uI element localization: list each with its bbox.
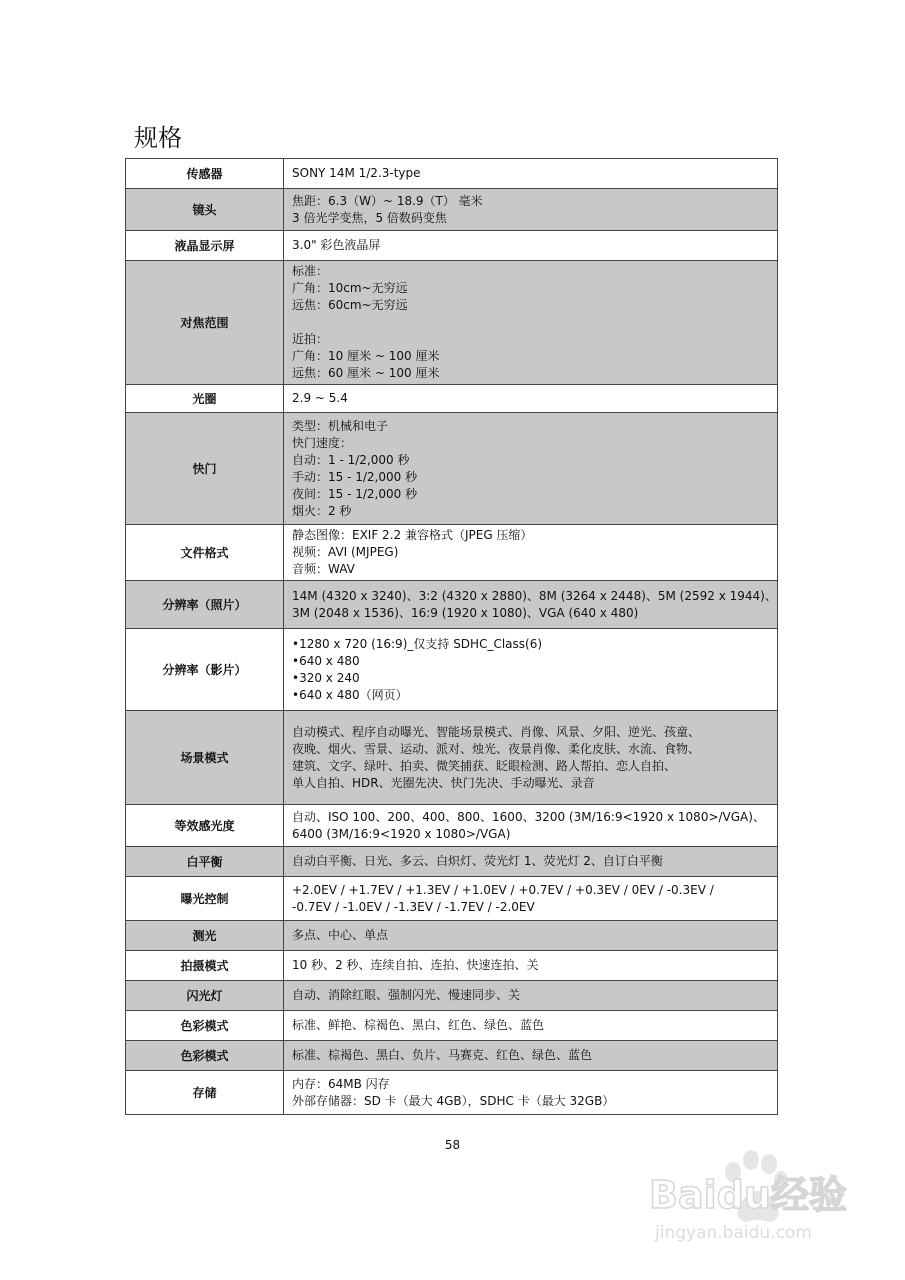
spec-value (284, 805, 778, 847)
spec-label: 传感器 (126, 159, 284, 189)
spec-value-line: 夜间：15 - 1/2,000 秒 (292, 486, 418, 501)
spec-label: 分辨率（照片） (126, 581, 284, 629)
spec-table (125, 158, 778, 1115)
spec-value-line: 自动模式、程序自动曝光、智能场景模式、肖像、风景、夕阳、逆光、孩童、 (292, 724, 701, 739)
spec-value-line: 标准、鲜艳、棕褐色、黑白、红色、绿色、蓝色 (292, 1018, 545, 1032)
spec-row (126, 805, 778, 847)
spec-value-line: SONY 14M 1/2.3-type (292, 166, 421, 180)
spec-value-line: 自动白平衡、日光、多云、白炽灯、荧光灯 1、荧光灯 2、自订白平衡 (292, 854, 663, 868)
spec-label: 白平衡 (126, 847, 284, 877)
spec-row (126, 921, 778, 951)
spec-value-line: 焦距：6.3（W）~ 18.9（T） 毫米 (292, 193, 483, 208)
spec-row (126, 951, 778, 981)
spec-value-line: 6400 (3M/16:9<1920 x 1080>/VGA) (292, 826, 511, 841)
spec-value-line: 3M (2048 x 1536)、16:9 (1920 x 1080)、VGA (640 x 480) (292, 605, 639, 620)
spec-value-line: 单人自拍、HDR、光圈先决、快门先决、手动曝光、录音 (292, 775, 595, 790)
spec-label: 曝光控制 (126, 877, 284, 921)
spec-label: 光圈 (126, 385, 284, 413)
spec-label: 快门 (126, 413, 284, 525)
spec-bullet-line: • 1280 x 720 (16:9)_仅支持 SDHC_Class(6) (292, 636, 769, 653)
spec-value-line: 远焦：60 厘米 ~ 100 厘米 (292, 366, 440, 380)
spec-value-line: 夜晚、烟火、雪景、运动、派对、烛光、夜景肖像、柔化皮肤、水流、食物、 (292, 741, 701, 756)
spec-label: 液晶显示屏 (126, 231, 284, 261)
spec-label: 文件格式 (126, 525, 284, 581)
spec-row (126, 629, 778, 711)
spec-row (126, 159, 778, 189)
spec-value-line: 2.9 ~ 5.4 (292, 391, 348, 405)
spec-row (126, 231, 778, 261)
watermark-brand: Baidu经验 (649, 1173, 847, 1217)
spec-value-line: 10 秒、2 秒、连续自拍、连拍、快速连拍、关 (292, 958, 539, 972)
spec-row (126, 385, 778, 413)
spec-value-line: 自动、消除红眼、强制闪光、慢速同步、关 (292, 988, 521, 1002)
spec-value (284, 951, 778, 981)
spec-value-line: 建筑、文字、绿叶、拍卖、微笑捕获、眨眼检测、路人帮拍、恋人自拍、 (292, 758, 677, 773)
spec-bullet-line: • 320 x 240 (292, 670, 769, 687)
spec-value-line: 近拍： (292, 332, 329, 346)
spec-value (284, 231, 778, 261)
spec-row (126, 847, 778, 877)
spec-row (126, 1011, 778, 1041)
spec-label: 色彩模式 (126, 1011, 284, 1041)
spec-value-line: 远焦：60cm~无穷远 (292, 298, 408, 312)
spec-row (126, 525, 778, 581)
spec-value-line: 内存：64MB 闪存 (292, 1076, 390, 1091)
spec-label: 场景模式 (126, 711, 284, 805)
spec-value (284, 711, 778, 805)
spec-bullet-line: • 640 x 480 (292, 653, 769, 670)
spec-value-line: 音频：WAV (292, 562, 355, 576)
spec-value (284, 1071, 778, 1115)
spec-label: 等效感光度 (126, 805, 284, 847)
spec-value (284, 159, 778, 189)
spec-value (284, 847, 778, 877)
spec-value-line: 烟火：2 秒 (292, 503, 352, 518)
spec-value-line: 广角：10cm~无穷远 (292, 281, 408, 295)
spec-value (284, 413, 778, 525)
spec-value-line: 快门速度： (292, 435, 353, 450)
spec-value-line: 14M (4320 x 3240)、3:2 (4320 x 2880)、8M (3264 x 2448)、5M (2592 x 1944)、 (292, 588, 777, 603)
spec-value-line: 自动：1 - 1/2,000 秒 (292, 452, 410, 467)
spec-value-line: -0.7EV / -1.0EV / -1.3EV / -1.7EV / -2.0EV (292, 899, 535, 914)
spec-value (284, 581, 778, 629)
spec-value (284, 629, 778, 711)
spec-value-line: 标准： (292, 264, 329, 278)
spec-value (284, 1041, 778, 1071)
spec-value (284, 525, 778, 581)
spec-value (284, 921, 778, 951)
spec-value-line: 标准、棕褐色、黑白、负片、马赛克、红色、绿色、蓝色 (292, 1048, 593, 1062)
spec-row (126, 1041, 778, 1071)
spec-value-line: 3 倍光学变焦，5 倍数码变焦 (292, 210, 447, 225)
spec-row (126, 877, 778, 921)
spec-row (126, 261, 778, 385)
spec-value-line (292, 314, 769, 331)
spec-label: 分辨率（影片） (126, 629, 284, 711)
spec-value (284, 189, 778, 231)
spec-row (126, 981, 778, 1011)
baidu-jingyan-watermark (645, 1142, 885, 1252)
spec-value (284, 877, 778, 921)
spec-value-line: 类型：机械和电子 (292, 418, 389, 433)
spec-label: 对焦范围 (126, 261, 284, 385)
watermark-url: jingyan.baidu.com (655, 1223, 812, 1243)
spec-label: 测光 (126, 921, 284, 951)
spec-value-line: 手动：15 - 1/2,000 秒 (292, 469, 418, 484)
spec-value-line: 外部存储器：SD 卡（最大 4GB），SDHC 卡（最大 32GB） (292, 1093, 615, 1108)
spec-label: 镜头 (126, 189, 284, 231)
spec-row (126, 581, 778, 629)
spec-row (126, 711, 778, 805)
spec-value (284, 261, 778, 385)
spec-label: 色彩模式 (126, 1041, 284, 1071)
spec-value-line: 多点、中心、单点 (292, 928, 389, 942)
spec-row (126, 189, 778, 231)
spec-value-line: 静态图像：EXIF 2.2 兼容格式（JPEG 压缩） (292, 528, 533, 542)
spec-value (284, 1011, 778, 1041)
spec-value-line: 广角：10 厘米 ~ 100 厘米 (292, 349, 440, 363)
spec-value-line: 视频：AVI (MJPEG) (292, 545, 399, 559)
spec-label: 拍摄模式 (126, 951, 284, 981)
spec-value-line: 3.0" 彩色液晶屏 (292, 238, 381, 252)
spec-value (284, 385, 778, 413)
spec-label: 存储 (126, 1071, 284, 1115)
spec-value (284, 981, 778, 1011)
spec-bullet-line: • 640 x 480（网页） (292, 687, 769, 704)
page-title: 规格 (134, 124, 182, 152)
spec-label: 闪光灯 (126, 981, 284, 1011)
spec-value-line: 自动、ISO 100、200、400、800、1600、3200 (3M/16:9<1920 x 1080>/VGA)、 (292, 809, 765, 824)
spec-row (126, 1071, 778, 1115)
page-number: 58 (444, 1138, 461, 1152)
spec-value-line: +2.0EV / +1.7EV / +1.3EV / +1.0EV / +0.7EV / +0.3EV / 0EV / -0.3EV / (292, 882, 714, 897)
spec-row (126, 413, 778, 525)
